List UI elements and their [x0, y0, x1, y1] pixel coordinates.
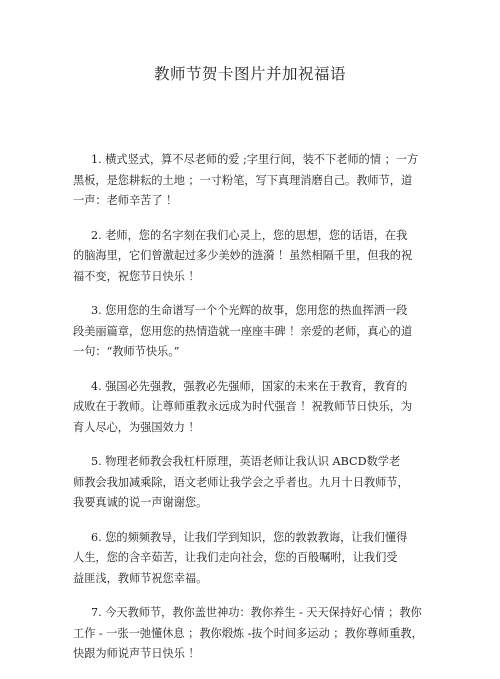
item-line: 一声：老师辛苦了 ！ — [73, 194, 178, 207]
list-item — [73, 301, 418, 363]
item-line: 黑板，是您耕耘的土地 ；一寸粉笔，写下真理消磨自己。教师节，道 — [73, 173, 413, 187]
item-line: 一句：“教师节快乐。” — [73, 345, 180, 358]
item-line: 快跟为师说声节日快乐 ！ — [73, 647, 200, 660]
list-item — [73, 603, 423, 665]
document-title: 教师节贺卡图片并加祝福语 — [153, 65, 346, 83]
item-line: 工作 - 一张一弛懂休息 ；教你煅炼 -抜个时间多运动 ；教你尊师重教， — [73, 626, 423, 640]
item-line: 5. 物理老师教会我杠杆原理，英语老师让我认识 ABCD数学老 — [91, 455, 401, 468]
list-item — [73, 528, 418, 590]
item-line: 人生，您的含辛茹苦，让我们走向社会，您的百般嘱咐，让我们受 — [73, 551, 398, 564]
item-line: 育人尽心，为强国效力 ！ — [73, 420, 200, 434]
item-line: 3. 您用您的生命谱写一个个光辉的故事，您用您的热血挥洒一段 — [91, 304, 408, 317]
item-line: 的脑海里，它们曾激起过多少美妙的涟漪 ！虽然相隔千里，但我的祝 — [73, 249, 413, 262]
item-line: 6. 您的频频教导，让我们学到知识，您的敦敦教诲，让我们懂得 — [91, 530, 408, 544]
item-line: 1. 横式竖式，算不尽老师的爱 ;字里行间，装不下老师的情 ；一方 — [91, 153, 419, 166]
item-line: 益匪浅，教师节祝您幸福。 — [73, 571, 208, 585]
item-line: 2. 老师，您的名字刻在我们心灵上，您的思想，您的话语，在我 — [91, 228, 408, 242]
list-item — [73, 377, 418, 439]
item-line: 4. 强国必先强教，强教必先强师，国家的未来在于教育，教育的 — [91, 379, 408, 393]
item-line: 段美丽篇章，您用您的热情造就一座座丰碑 ！亲爱的老师，真心的道 — [73, 324, 413, 338]
item-line: 我要真诚的说一声谢谢您。 — [73, 496, 208, 509]
list-item — [73, 452, 418, 514]
greeting-list — [73, 150, 423, 679]
item-line: 师教会我加减乘除，语文老师让我学会之乎者也。九月十日教师节， — [73, 475, 409, 489]
item-line: 福不变，祝您节日快乐 ！ — [73, 269, 200, 283]
list-item — [73, 150, 418, 212]
list-item — [73, 226, 418, 288]
item-line: 7. 今天教师节，教你盖世神功：教你养生 - 天天保持好心情 ；教你 — [91, 606, 422, 619]
item-line: 成败在于教师。让尊师重教永远成为时代强音 ！祝教师节日快乐，为 — [73, 400, 413, 413]
